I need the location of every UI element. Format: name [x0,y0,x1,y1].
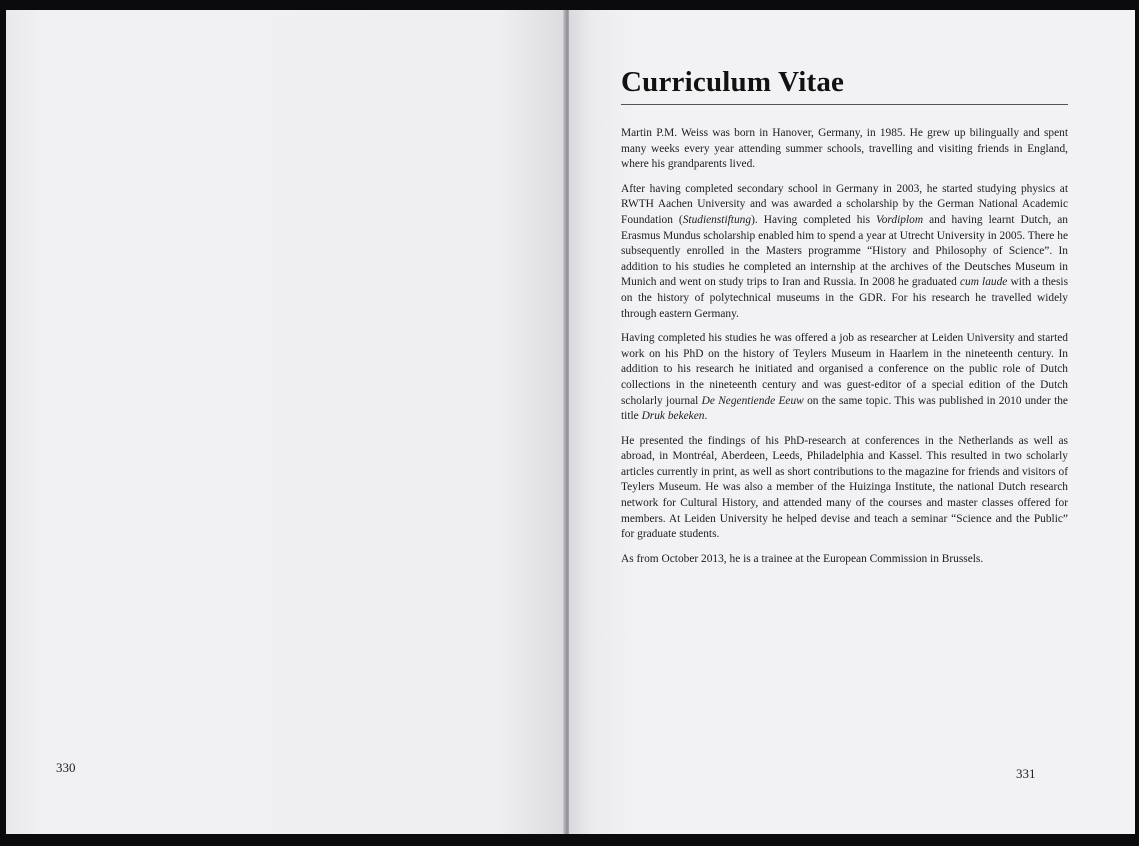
text-run: on the same topic. This was published in 2010 under the title [621,394,1068,423]
text-run: ). Having completed his [751,213,877,226]
paragraph-4 [621,434,1068,543]
page-title: Curriculum Vitae [621,66,845,98]
paragraph-3 [621,331,1068,425]
text-run: Having completed his studies he was offered a job as researcher at Leiden University and started work on his PhD on the history of Teylers Museum in Haarlem in the nineteenth century. In addition to his research he initiated and organised a conference on the public role of Dutch collections in the nineteenth century and was guest-editor of a special edition of the Dutch scholarly journal [621,332,1068,407]
left-page [6,10,565,834]
italic-term: cum laude [959,276,1008,289]
cv-body [621,126,1068,576]
italic-term: Vordiplom [876,213,924,226]
title-rule [621,104,1068,105]
paragraph-5 [621,552,1068,568]
paragraph-2 [621,182,1068,322]
page-number-left: 330 [56,760,76,775]
text-run: . [704,410,708,423]
text-run: He presented the findings of his PhD-research at conferences in the Netherlands as well as abroad, in Montréal, Aberdeen, Leeds, Philadelphia and Kassel. This resulted in two scholarly articles currently in print, as well as short contributions to the magazine for friends and visitors of Teylers Museum. He was also a member of the Huizinga Institute, the national Dutch research network for Cultural History, and attended many of the courses and master classes offered for members. At Leiden University he helped devise and teach a seminar “Science and the Public” for graduate students. [621,434,1068,541]
italic-term: De Negentiende Eeuw [701,394,804,407]
page-number-right: 331 [1016,766,1036,781]
text-run: Martin P.M. Weiss was born in Hanover, Germany, in 1985. He grew up bilingually and spent many weeks every year attending summer schools, travelling and visiting friends in England, where his grandparents lived. [621,127,1068,171]
text-run: As from October 2013, he is a trainee at the European Commission in Brussels. [621,552,984,565]
text-run: and having learnt Dutch, an Erasmus Mundus scholarship enabled him to spend a year at Utrecht University in 2005. There he subsequently enrolled in the Masters programme “History and Philosophy of Science”. In addition to his studies he completed an internship at the archives of the Deutsches Museum in Munich and went on study trips to Iran and Russia. In 2008 he graduated [621,213,1068,289]
text-run: with a thesis on the history of polytechnical museums in the GDR. For his research he travelled widely through eastern Germany. [621,276,1068,320]
text-run: After having completed secondary school in Germany in 2003, he started studying physics at RWTH Aachen University and was awarded a scholarship by the German National Academic Foundation ( [621,182,1068,226]
italic-term: Druk bekeken [641,410,705,423]
paragraph-1 [621,126,1068,173]
italic-term: Studienstiftung [682,213,752,226]
